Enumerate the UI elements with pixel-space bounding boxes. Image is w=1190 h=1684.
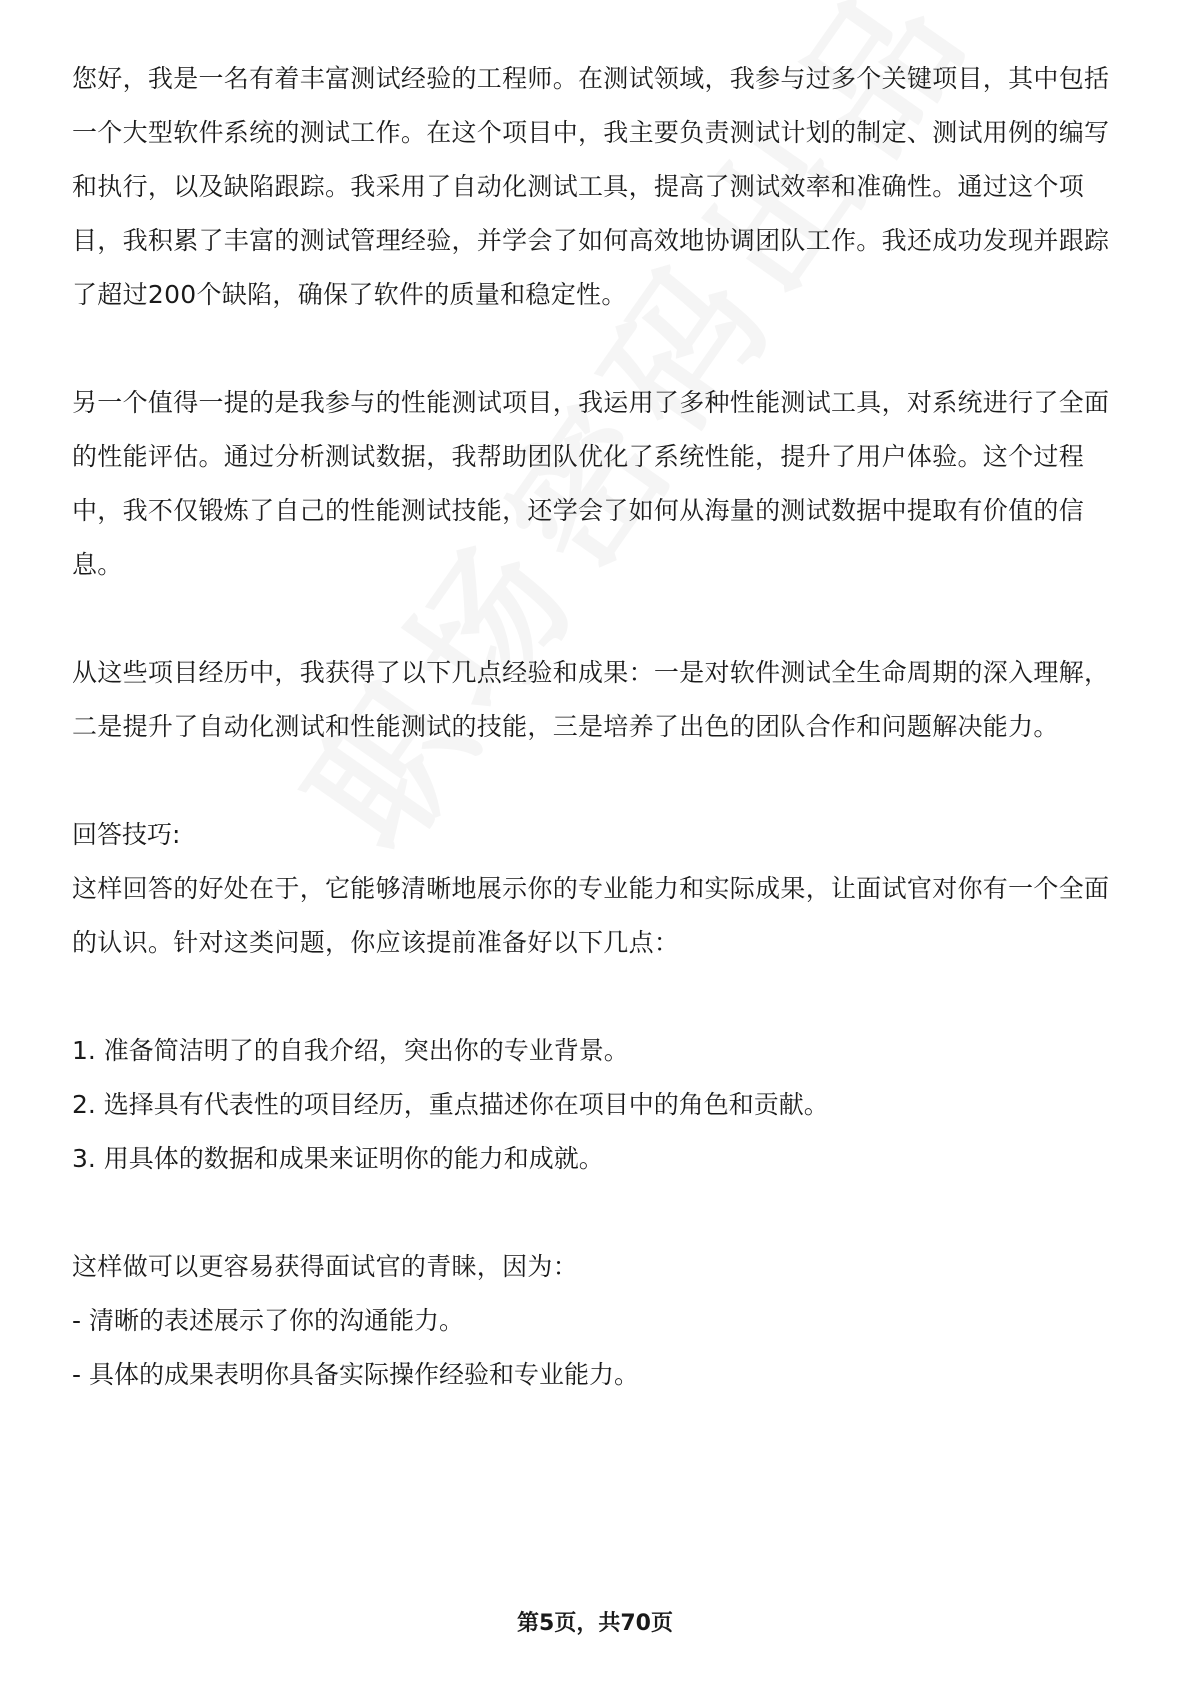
tips-list-item-3: 3. 用具体的数据和成果来证明你的能力和成就。	[72, 1144, 604, 1173]
paragraph-2: 另一个值得一提的是我参与的性能测试项目，我运用了多种性能测试工具，对系统进行了全面的性能评估。通过分析测试数据，我帮助团队优化了系统性能，提升了用户体验。这个过程中，我不仅锻炼了自己的性能测试技能，还学会了如何从海量的测试数据中提取有价值的信息。	[72, 388, 1110, 579]
paragraph-3: 从这些项目经历中，我获得了以下几点经验和成果：一是对软件测试全生命周期的深入理解，二是提升了自动化测试和性能测试的技能，三是培养了出色的团队合作和问题解决能力。	[72, 658, 1110, 741]
document-body	[72, 52, 1118, 1402]
tips-heading: 回答技巧:	[72, 820, 181, 849]
paragraph-1: 您好，我是一名有着丰富测试经验的工程师。在测试领域，我参与过多个关键项目，其中包括一个大型软件系统的测试工作。在这个项目中，我主要负责测试计划的制定、测试用例的编写和执行，以及缺陷跟踪。我采用了自动化测试工具，提高了测试效率和准确性。通过这个项目，我积累了丰富的测试管理经验，并学会了如何高效地协调团队工作。我还成功发现并跟踪了超过200个缺陷，确保了软件的质量和稳定性。	[72, 64, 1110, 309]
tips-list-item-1: 1. 准备简洁明了的自我介绍，突出你的专业背景。	[72, 1036, 629, 1065]
page-number: 第5页，共70页	[517, 1611, 673, 1636]
benefit-item-1: - 清晰的表述展示了你的沟通能力。	[72, 1306, 464, 1335]
tips-list-item-2: 2. 选择具有代表性的项目经历，重点描述你在项目中的角色和贡献。	[72, 1090, 829, 1119]
tips-intro: 这样回答的好处在于，它能够清晰地展示你的专业能力和实际成果，让面试官对你有一个全面的认识。针对这类问题，你应该提前准备好以下几点：	[72, 874, 1110, 957]
benefit-intro: 这样做可以更容易获得面试官的青睐，因为：	[72, 1252, 579, 1281]
benefit-item-2: - 具体的成果表明你具备实际操作经验和专业能力。	[72, 1360, 639, 1389]
